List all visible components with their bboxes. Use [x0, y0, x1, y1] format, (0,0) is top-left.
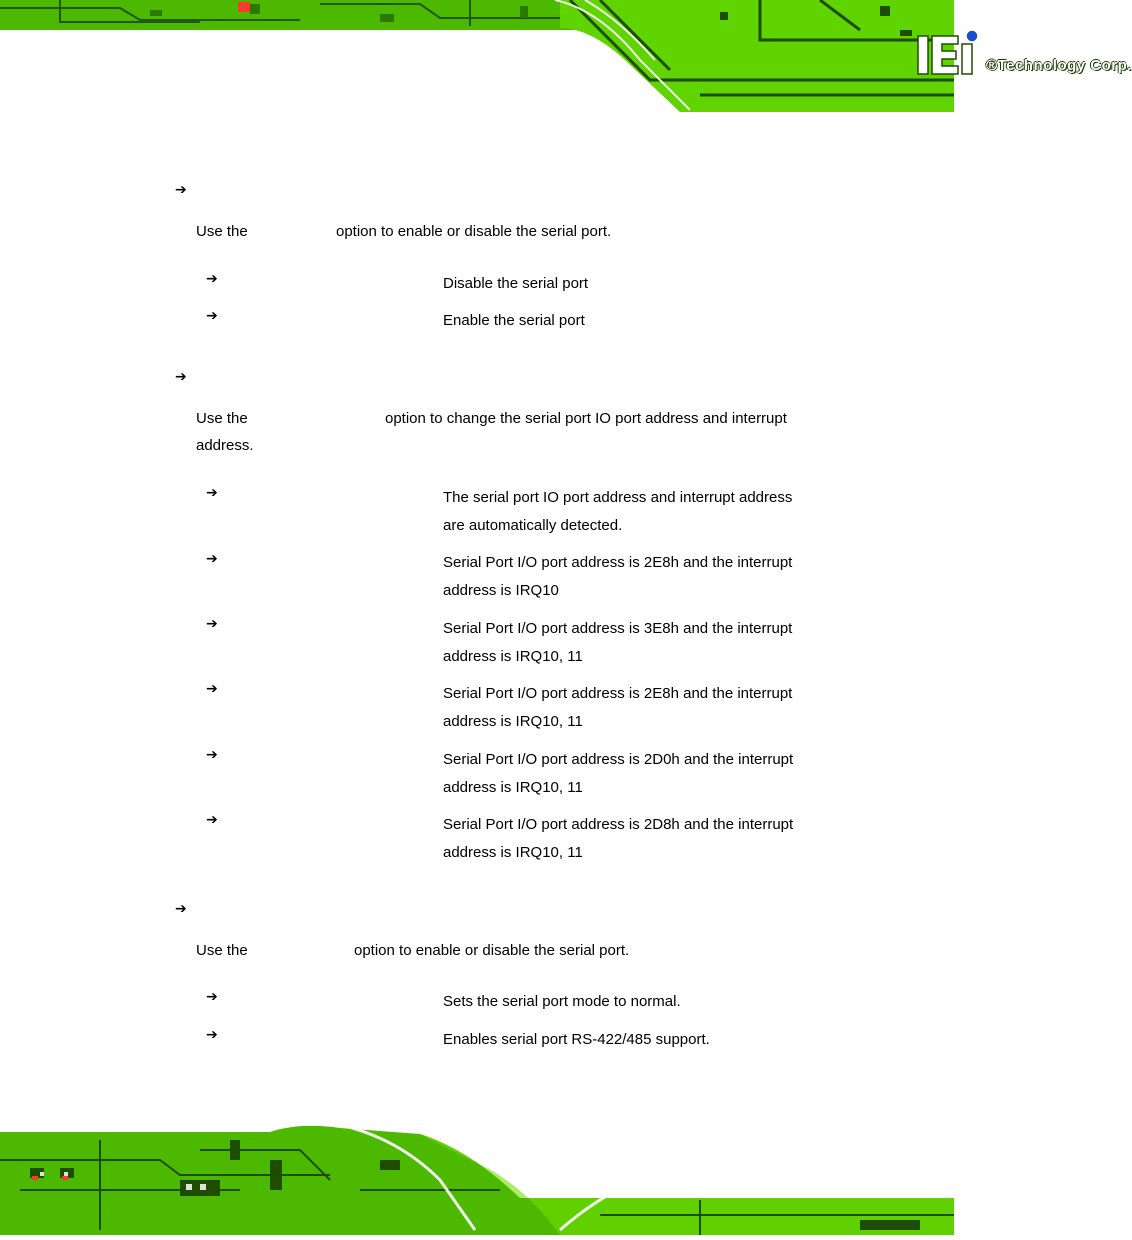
option-bullet-icon: ➔ — [206, 308, 218, 324]
option-bullet-icon: ➔ — [206, 681, 218, 697]
option-description: The serial port IO port address and interrupt address are automatically detected. — [443, 489, 793, 534]
pcb-header-graphic — [0, 0, 954, 112]
section-3-intro-pre: Use the — [196, 942, 248, 959]
section-2-intro-post: option to change the serial port IO port address and interrupt — [385, 410, 787, 427]
option-bullet-icon: ➔ — [206, 616, 218, 632]
option-description: Serial Port I/O port address is 2D0h and the interrupt address is IRQ10, 11 — [443, 751, 794, 796]
option-bullet-icon: ➔ — [206, 1027, 218, 1043]
option-bullet-icon: ➔ — [206, 271, 218, 287]
section-2-intro-pre: Use the — [196, 410, 248, 427]
option-description: Serial Port I/O port address is 2D8h and the interrupt address is IRQ10, 11 — [443, 816, 794, 861]
option-bullet-icon: ➔ — [206, 989, 218, 1005]
option-bullet-icon: ➔ — [206, 551, 218, 567]
option-bullet-icon: ➔ — [206, 485, 218, 501]
iei-logo-icon — [916, 28, 986, 76]
option-bullet-icon: ➔ — [206, 812, 218, 828]
pcb-footer-graphic — [0, 1120, 954, 1235]
section-1-intro-pre: Use the — [196, 223, 248, 240]
option-description: Serial Port I/O port address is 2E8h and the interrupt address is IRQ10, 11 — [443, 685, 793, 730]
option-bullet-icon: ➔ — [206, 747, 218, 763]
page-footer — [0, 1120, 954, 1235]
section-3-intro-post: option to enable or disable the serial port. — [354, 942, 630, 959]
option-description: Disable the serial port — [443, 275, 589, 292]
section-2-intro-line2: address. — [196, 437, 254, 454]
section-3-bullet-icon: ➔ — [175, 901, 187, 917]
logo-text: ®Technology Corp. — [986, 57, 1132, 74]
option-description: Sets the serial port mode to normal. — [443, 993, 681, 1010]
option-description: Serial Port I/O port address is 3E8h and the interrupt address is IRQ10, 11 — [443, 620, 793, 665]
option-description: Serial Port I/O port address is 2E8h and the interrupt address is IRQ10 — [443, 554, 793, 599]
option-description: Enables serial port RS-422/485 support. — [443, 1031, 710, 1048]
section-1-bullet-icon: ➔ — [175, 182, 187, 198]
page-header — [0, 0, 1132, 112]
option-description: Enable the serial port — [443, 312, 585, 329]
section-2-bullet-icon: ➔ — [175, 369, 187, 385]
section-1-intro-post: option to enable or disable the serial port. — [336, 223, 612, 240]
